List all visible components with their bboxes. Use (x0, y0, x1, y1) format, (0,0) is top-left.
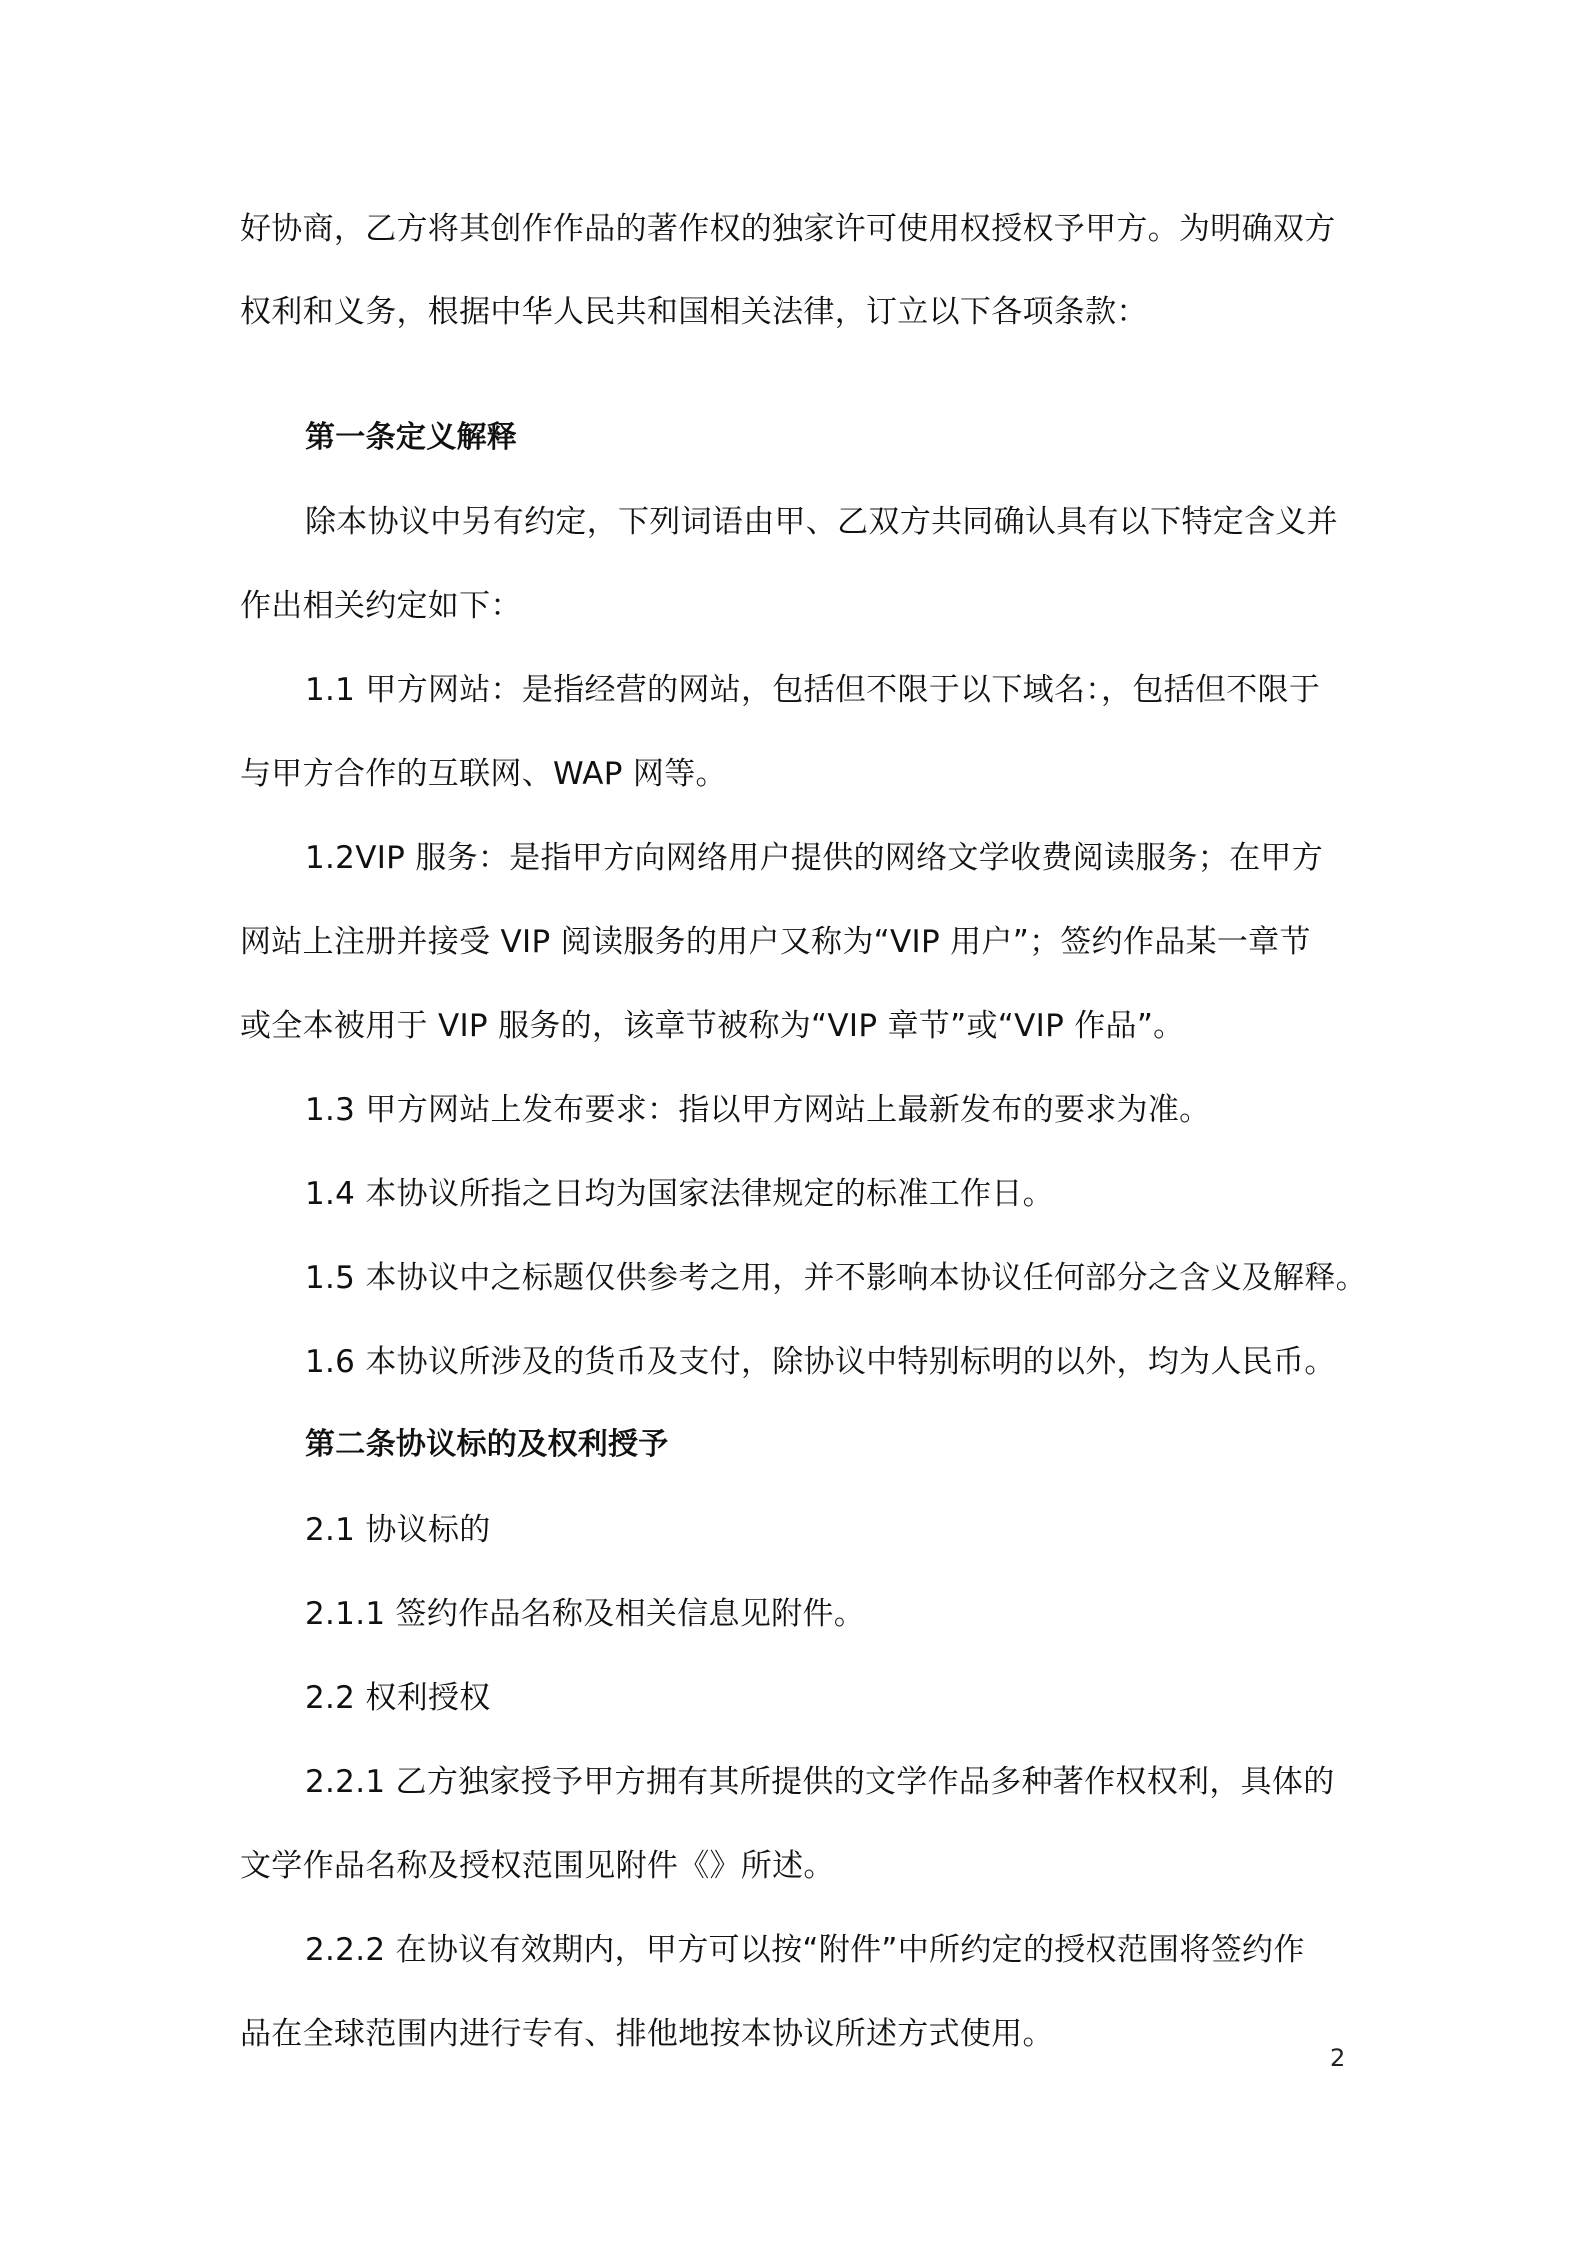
clause-1-3: 1.3 甲方网站上发布要求：指以甲方网站上最新发布的要求为准。 (305, 1092, 1211, 1128)
clause-1-1-line-2: 与甲方合作的互联网、WAP 网等。 (240, 756, 727, 792)
paragraph-line-3: 除本协议中另有约定，下列词语由甲、乙双方共同确认具有以下特定含义并 (305, 504, 1338, 540)
clause-2-2-1-line-1: 2.2.1 乙方独家授予甲方拥有其所提供的文学作品多种著作权权利，具体的 (305, 1764, 1335, 1800)
clause-1-2-line-2: 网站上注册并接受 VIP 阅读服务的用户又称为“VIP 用户”；签约作品某一章节 (240, 924, 1311, 960)
clause-1-2-line-1: 1.2VIP 服务：是指甲方向网络用户提供的网络文学收费阅读服务；在甲方 (305, 840, 1323, 876)
clause-2-2-2-line-1: 2.2.2 在协议有效期内，甲方可以按“附件”中所约定的授权范围将签约作 (305, 1932, 1305, 1968)
clause-2-2-2-line-2: 品在全球范围内进行专有、排他地按本协议所述方式使用。 (240, 2016, 1054, 2052)
clause-2-2: 2.2 权利授权 (305, 1680, 491, 1716)
paragraph-line-2: 权利和义务，根据中华人民共和国相关法律，订立以下各项条款： (240, 294, 1148, 330)
clause-2-1-1: 2.1.1 签约作品名称及相关信息见附件。 (305, 1596, 866, 1632)
clause-1-5: 1.5 本协议中之标题仅供参考之用，并不影响本协议任何部分之含义及解释。 (305, 1260, 1367, 1296)
page-number: 2 (1330, 2044, 1346, 2072)
clause-2-1: 2.1 协议标的 (305, 1512, 491, 1548)
paragraph-line-4: 作出相关约定如下： (240, 588, 522, 624)
clause-1-4: 1.4 本协议所指之日均为国家法律规定的标准工作日。 (305, 1176, 1054, 1212)
section-heading-1: 第一条定义解释 (305, 420, 518, 455)
paragraph-line-1: 好协商，乙方将其创作作品的著作权的独家许可使用权授权予甲方。为明确双方 (240, 211, 1336, 247)
clause-1-1-line-1: 1.1 甲方网站：是指经营的网站，包括但不限于以下域名：，包括但不限于 (305, 672, 1321, 708)
clause-2-2-1-line-2: 文学作品名称及授权范围见附件《》所述。 (240, 1848, 835, 1884)
section-heading-2: 第二条协议标的及权利授予 (305, 1427, 669, 1462)
clause-1-2-line-3: 或全本被用于 VIP 服务的，该章节被称为“VIP 章节”或“VIP 作品”。 (240, 1008, 1185, 1044)
clause-1-6: 1.6 本协议所涉及的货币及支付，除协议中特别标明的以外，均为人民币。 (305, 1344, 1336, 1380)
